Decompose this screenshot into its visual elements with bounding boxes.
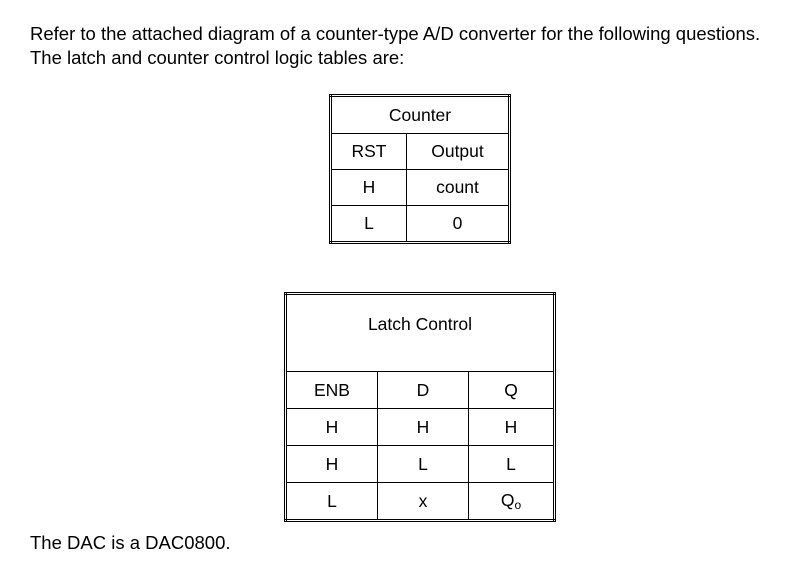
latch-control-table — [284, 292, 556, 522]
latch-cell: H — [286, 446, 378, 483]
latch-cell: L — [469, 446, 555, 483]
counter-cell: count — [407, 170, 510, 206]
latch-header-d: D — [378, 372, 469, 409]
q-symbol: Q — [500, 490, 515, 510]
intro-paragraph: Refer to the attached diagram of a counter-type A/D converter for the following questions. The latch and counter control logic tables are: — [30, 23, 761, 68]
q-subscript: o — [514, 498, 522, 512]
table-row — [286, 483, 555, 521]
counter-cell: L — [331, 206, 407, 243]
counter-table — [329, 94, 511, 244]
latch-cell: L — [286, 483, 378, 521]
latch-header-q: Q — [469, 372, 555, 409]
table-row — [286, 446, 555, 483]
latch-table-title: Latch Control — [286, 294, 555, 372]
counter-cell: H — [331, 170, 407, 206]
table-row — [331, 206, 510, 243]
latch-cell-q-previous — [469, 483, 555, 521]
counter-cell: 0 — [407, 206, 510, 243]
footer-note: The DAC is a DAC0800. — [30, 532, 231, 553]
latch-header-enb: ENB — [286, 372, 378, 409]
table-row — [331, 170, 510, 206]
latch-cell: L — [378, 446, 469, 483]
counter-header-output: Output — [407, 134, 510, 170]
counter-table-title: Counter — [331, 96, 510, 134]
table-row — [286, 409, 555, 446]
latch-cell: H — [378, 409, 469, 446]
counter-header-rst: RST — [331, 134, 407, 170]
latch-cell: x — [378, 483, 469, 521]
latch-cell: H — [286, 409, 378, 446]
latch-cell: H — [469, 409, 555, 446]
